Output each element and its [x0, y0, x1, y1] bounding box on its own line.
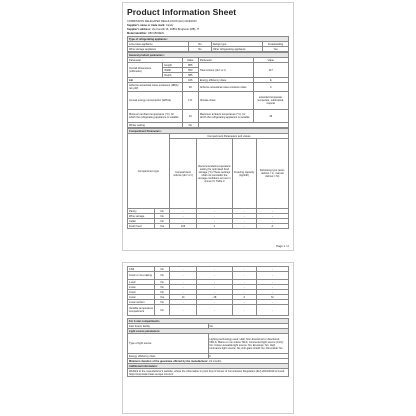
- cell: No: [189, 47, 212, 52]
- weblink-text: Weblink to the manufacturer's website, where the information in point 4(a) of Annex of Commission Regulation (EU) 2019/2019 is found: https://corporate.haier-europe.com/en/: [128, 369, 289, 377]
- cell: Freestanding: [263, 42, 289, 47]
- cell: -: [197, 300, 232, 305]
- cell: M: [256, 295, 288, 300]
- table-row: [128, 92, 289, 110]
- cell: No: [155, 280, 169, 285]
- cell: -: [256, 209, 288, 214]
- column-header: Parameter: [128, 58, 183, 63]
- supplier-address: Via Comolli 16, 20861 Brugherio (MB), IT: [151, 28, 200, 31]
- cell: No: [189, 42, 212, 47]
- cell: No: [155, 290, 169, 295]
- cell: No: [155, 214, 169, 219]
- document-page-2: [122, 262, 294, 414]
- column-header: Value: [253, 58, 288, 63]
- table-row: [128, 224, 289, 229]
- cell: -: [169, 219, 196, 224]
- depth-label: Depth: [163, 73, 182, 78]
- cell: Variable temperature compartment: [128, 305, 155, 316]
- climate-class-value: extended temperate, temperate, subtropical, tropical: [253, 92, 288, 110]
- cell: -: [256, 305, 288, 316]
- cell: -: [232, 224, 256, 229]
- cell: Low-noise appliance: [128, 42, 189, 47]
- cell: Other refrigerating appliance: [211, 47, 263, 52]
- cell: No: [155, 285, 169, 290]
- column-header: Defrosting type (auto-defrost = A, manual defrost = M): [256, 139, 288, 209]
- cell: No: [155, 272, 169, 280]
- fast-freeze-label: Fast freeze facility: [128, 324, 209, 329]
- total-volume-label: Total volume (dm³ or l): [198, 63, 253, 78]
- cell: -: [256, 285, 288, 290]
- table-row: [128, 305, 289, 316]
- min-temp-value: 10: [182, 110, 198, 123]
- guarantee-label: Minimum duration of the guarantee offered by the manufacturer:: [129, 359, 209, 363]
- cell: -: [232, 290, 256, 295]
- model-identifier: CBO150NE/N: [147, 32, 164, 35]
- eei-value: 106: [182, 78, 198, 83]
- document-page-1: [122, 2, 294, 251]
- cell: -: [197, 290, 232, 295]
- cell: 2-star section: [128, 300, 155, 305]
- column-header: Freezing capacity (kg/24h): [232, 139, 256, 209]
- cell: 14: [169, 295, 196, 300]
- cell: 2: [232, 295, 256, 300]
- cell: -: [232, 280, 256, 285]
- column-header: Value: [182, 58, 198, 63]
- cell: -: [256, 272, 288, 280]
- cell: -: [232, 285, 256, 290]
- table-row: [128, 369, 289, 377]
- cell: Yes: [263, 47, 289, 52]
- supplier-address-label: Supplier's address:: [127, 28, 151, 31]
- cell: -: [197, 219, 232, 224]
- dimensions-label: Overall dimensions (millimetre): [128, 63, 163, 78]
- page-number: Page 1 / 2: [276, 244, 289, 248]
- additional-params-table: [127, 318, 289, 377]
- cell: Wine storage appliance: [128, 47, 189, 52]
- cell: -: [256, 267, 288, 272]
- table-row: [128, 110, 289, 123]
- cell: -: [197, 305, 232, 316]
- cell: Design type: [211, 42, 263, 47]
- cell: -: [169, 267, 196, 272]
- winter-setting-value: No: [182, 123, 198, 128]
- general-section-header: General product parameters:: [128, 53, 289, 58]
- table-row: [128, 123, 289, 128]
- max-temp-label: Maximum ambient temperature (°C), for which the refrigerating appliance is suitable: [198, 110, 253, 123]
- compartment-params-header: Compartment Parameters and values: [169, 134, 288, 139]
- compartment-table-page-1: [127, 128, 289, 229]
- cell: 4-star: [128, 295, 155, 300]
- cell: -: [256, 290, 288, 295]
- cell: Yes: [155, 295, 169, 300]
- cell: Fresh food: [128, 224, 155, 229]
- column-header: Compartment volume (dm³ or l): [169, 139, 196, 209]
- min-temp-label: Minimum ambient temperature (°C), for which the refrigerating appliance is suitable: [128, 110, 183, 123]
- cell: -: [169, 300, 196, 305]
- table-row: [128, 83, 289, 92]
- depth-value: 585: [182, 73, 198, 78]
- cell: -: [256, 300, 288, 305]
- cell: -: [169, 285, 196, 290]
- regulation-line: COMMISSION DELEGATED REGULATION (EU) 2019/2016: [127, 20, 197, 23]
- climate-class-label: Climate class:: [198, 92, 253, 110]
- cell: No: [155, 300, 169, 305]
- airborne-noise-value: 39: [182, 83, 198, 92]
- compartment-type-label: Compartment type: [128, 134, 170, 209]
- cell: 103: [169, 224, 196, 229]
- light-eec-label: Energy efficiency class: [128, 354, 209, 359]
- cell: -: [197, 209, 232, 214]
- cell: -: [169, 305, 196, 316]
- four-star-section-header: For 4-star compartments: [128, 319, 289, 324]
- cell: -: [197, 272, 232, 280]
- appliance-type-table: [127, 36, 289, 52]
- airborne-class-value: C: [253, 83, 288, 92]
- table-row: [128, 334, 289, 354]
- cell: 4: [197, 224, 232, 229]
- table-row: [128, 47, 289, 52]
- table-row: [128, 272, 289, 280]
- cell: -: [232, 214, 256, 219]
- height-label: Height: [163, 63, 182, 68]
- model-label: Model identifier:: [127, 32, 148, 35]
- cell: -: [169, 290, 196, 295]
- cell: Chill: [128, 267, 155, 272]
- airborne-class-label: Airborne acoustical noise emission class: [198, 83, 253, 92]
- empty-cell: [198, 123, 288, 128]
- cell: No: [155, 209, 169, 214]
- cell: Cellar: [128, 219, 155, 224]
- guarantee-value: 24 months: [209, 359, 222, 363]
- cell: 3-star: [128, 290, 155, 295]
- width-value: 550: [182, 68, 198, 73]
- supplier-name: Candy: [165, 24, 174, 27]
- cell: -: [232, 267, 256, 272]
- eec-label: Energy efficiency class: [198, 78, 253, 83]
- cell: -18: [197, 295, 232, 300]
- type-section-header: Type of refrigerating appliance:: [128, 37, 289, 42]
- airborne-noise-label: Airborne acoustical noise emissions (dB(A) re1 pW): [128, 83, 183, 92]
- additional-section-header: Additional information:: [128, 364, 289, 369]
- cell: Wine storage: [128, 214, 155, 219]
- compartment-table-page-2: [127, 266, 289, 316]
- cell: No: [155, 305, 169, 316]
- cell: -: [169, 280, 196, 285]
- width-label: Width: [163, 68, 182, 73]
- height-value: 855: [182, 63, 198, 68]
- cell: Pantry: [128, 209, 155, 214]
- cell: -: [256, 280, 288, 285]
- light-type-label: Type of light source: [128, 334, 209, 354]
- max-temp-value: 43: [253, 110, 288, 123]
- document-title: Product Information Sheet: [127, 7, 237, 17]
- cell: -: [256, 214, 288, 219]
- annual-energy-value: 171: [182, 92, 198, 110]
- cell: -: [232, 272, 256, 280]
- cell: -: [256, 219, 288, 224]
- cell: -: [169, 209, 196, 214]
- cell: -: [169, 272, 196, 280]
- cell: -: [232, 209, 256, 214]
- cell: A: [256, 224, 288, 229]
- eec-value: E: [253, 78, 288, 83]
- light-section-header: Light source parameters:: [128, 329, 289, 334]
- cell: Yes: [155, 224, 169, 229]
- supplier-name-label: Supplier's name or trade mark:: [127, 24, 166, 27]
- cell: -: [169, 214, 196, 219]
- compartment-section-header: Compartment Parameters:: [128, 129, 289, 134]
- cell: 0-star or ice-making: [128, 272, 155, 280]
- cell: -: [232, 300, 256, 305]
- cell: -: [197, 267, 232, 272]
- cell: -: [197, 280, 232, 285]
- light-type-value: Lighting technology used: LED; Non-directional or directional: NDLS; Mains or non-mains: MLS; Connected light source (CLS): No; Colour-tuneable light source: No; Envelope: No; High luminance light source: No; Anti-glare shield: No; Dimmable: No: [208, 334, 289, 354]
- fast-freeze-value: No: [208, 324, 289, 329]
- column-header: Parameter: [198, 58, 253, 63]
- column-header: Recommended temperature setting for optimised food storage (°C) These settings shall not contradict the storage conditions set out in Annex IV, Table 3: [197, 139, 232, 209]
- cell: 2-star: [128, 285, 155, 290]
- cell: No: [155, 267, 169, 272]
- cell: -: [197, 214, 232, 219]
- annual-energy-label: Annual energy consumption (kWh/a): [128, 92, 183, 110]
- cell: -: [232, 305, 256, 316]
- general-parameters-table: [127, 52, 289, 128]
- cell: -: [232, 219, 256, 224]
- light-eec-value: F: [208, 354, 289, 359]
- winter-setting-label: Winter setting: [128, 123, 183, 128]
- eei-label: EEI: [128, 78, 183, 83]
- total-volume-value: 117: [253, 63, 288, 78]
- cell: 1-star: [128, 280, 155, 285]
- cell: -: [197, 285, 232, 290]
- table-row: [128, 63, 289, 68]
- cell: No: [155, 219, 169, 224]
